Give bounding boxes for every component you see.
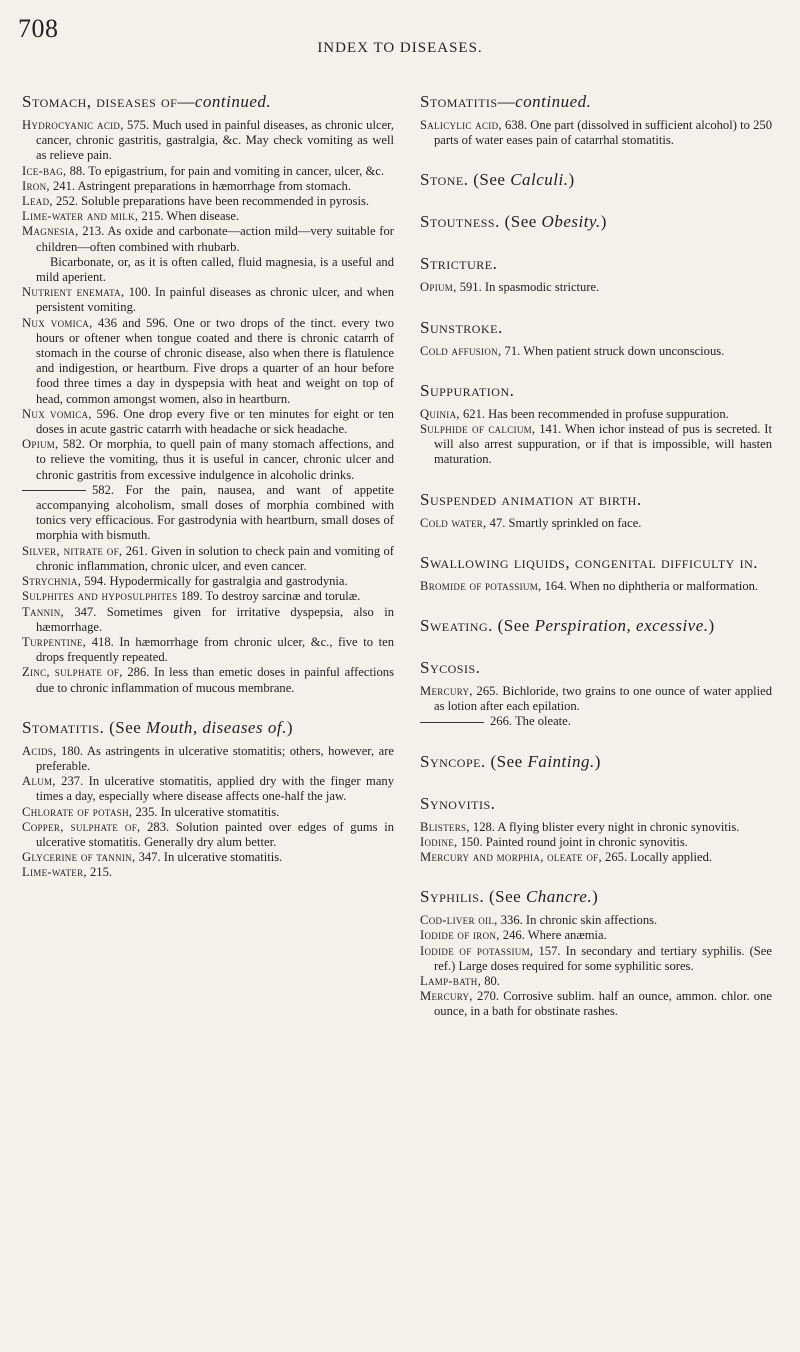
entry-remedy: Nux vomica,	[22, 406, 92, 421]
entry-text: Bicarbonate, or, as it is often called, fluid magnesia, is a useful and mild aperient.	[36, 254, 394, 285]
page-number: 708	[18, 14, 59, 43]
section-stomatitis-continued	[420, 92, 772, 148]
entry-remedy: Zinc, sulphate of,	[22, 665, 123, 680]
entry-remedy: Quinia,	[420, 406, 460, 421]
entry-remedy: Lime-water,	[22, 865, 87, 880]
index-entry	[22, 805, 394, 820]
section-heading	[420, 170, 772, 190]
see-reference: (See Chancre.)	[488, 887, 599, 907]
index-entry	[22, 194, 394, 209]
entry-text: 596. One drop every five or ten minutes for eight or ten doses in acute gastric catarrh with headache or sick headache.	[36, 406, 394, 437]
heading-text: Syphilis.	[420, 887, 485, 907]
running-head: INDEX TO DISEASES.	[317, 40, 483, 56]
entry-remedy: Turpentine,	[22, 634, 87, 649]
entry-remedy: Mercury,	[420, 989, 473, 1004]
heading-text: Synovitis.	[420, 793, 496, 813]
ditto-dash	[22, 490, 86, 491]
index-entry	[22, 544, 394, 574]
section-heading	[420, 318, 772, 338]
section-heading	[420, 92, 772, 112]
index-entry	[420, 974, 772, 989]
entry-remedy: Iodide of iron,	[420, 928, 500, 943]
index-entry	[22, 483, 394, 544]
entry-text: 235. In ulcerative stomatitis.	[132, 804, 280, 819]
entry-remedy: Sulphide of calcium,	[420, 422, 536, 437]
entry-remedy: Acids,	[22, 743, 57, 758]
entry-list	[420, 684, 772, 730]
index-entry	[22, 865, 394, 880]
entry-remedy: Strychnia,	[22, 574, 82, 589]
heading-continued: continued.	[515, 92, 592, 111]
heading-text: Stone.	[420, 170, 469, 190]
entry-remedy: Glycerine of tannin,	[22, 850, 136, 865]
section-sunstroke	[420, 318, 772, 359]
see-reference: (See Perspiration, excessive.)	[497, 616, 715, 636]
heading-text: Stomach, diseases of—	[22, 92, 195, 111]
section-syncope	[420, 752, 772, 772]
entry-text: 336. In chronic skin affections.	[497, 913, 658, 928]
entry-remedy: Lamp-bath,	[420, 974, 482, 989]
heading-text: Stricture.	[420, 254, 498, 274]
entry-remedy: Bromide of potassium,	[420, 578, 542, 593]
entry-remedy: Opium,	[22, 437, 59, 452]
ditto-dash	[420, 722, 484, 723]
index-entry	[420, 118, 772, 148]
entry-list	[22, 118, 394, 696]
index-entry	[420, 820, 772, 835]
entry-text: 71. When patient struck down unconscious.	[501, 343, 725, 358]
entry-text: 591. In spasmodic stricture.	[456, 280, 600, 295]
entry-remedy: Lead,	[22, 194, 53, 209]
entry-remedy: Nutrient enemata,	[22, 285, 125, 300]
heading-text: Stomatitis.	[22, 717, 105, 737]
section-heading	[420, 752, 772, 772]
index-entry	[22, 820, 394, 850]
section-suppuration	[420, 381, 772, 468]
heading-text: Swallowing liquids, congenital difficulty in.	[420, 552, 759, 572]
section-heading	[420, 553, 772, 573]
entry-text: 621. Has been recommended in profuse suppuration.	[459, 406, 729, 421]
entry-text: 436 and 596. One or two drops of the tinct. every two hours or oftener when tongue coated and there is chronic catarrh of stomach in the course of chronic disease, also when there is flatulence and indigestion, or heartburn. Five drops a quarter of an hour before food three times a day in dyspepsia with heat and weight on top of head, common amongst women, also in heartburn.	[36, 315, 394, 406]
entry-remedy: Magnesia,	[22, 224, 79, 239]
entry-text: 286. In less than emetic doses in painful affections due to chronic inflammation of mucous membrane.	[36, 665, 394, 695]
section-swallowing	[420, 553, 772, 594]
section-heading	[420, 212, 772, 232]
entry-list	[420, 579, 772, 594]
entry-remedy: Tannin,	[22, 604, 64, 619]
index-entry	[420, 684, 772, 714]
index-entry	[22, 179, 394, 194]
entry-text: 270. Corrosive sublim. half an ounce, ammon. chlor. one ounce, in a bath for obstinate rashes.	[434, 989, 772, 1019]
index-entry	[420, 422, 772, 468]
entry-list	[420, 118, 772, 148]
index-entry	[420, 579, 772, 594]
heading-text: Stoutness.	[420, 212, 500, 232]
entry-remedy: Mercury and morphia, oleate of,	[420, 850, 602, 865]
entry-remedy: Mercury,	[420, 684, 473, 699]
entry-text: 150. Painted round joint in chronic synovitis.	[457, 834, 688, 849]
section-heading	[22, 718, 394, 738]
entry-text: 347. Sometimes given for irritative dyspepsia, also in hæmorrhage.	[36, 604, 394, 634]
entry-text: 213. As oxide and carbonate—action mild—very suitable for children—often combined with rhubarb.	[36, 224, 394, 254]
heading-continued: continued.	[194, 92, 272, 111]
index-entry	[22, 285, 394, 315]
entry-text: 582. Or morphia, to quell pain of many stomach affections, and to relieve the vomiting, thus it is useful in cancer, chronic ulcer and chronic gastritis from excessive indulgence in alcoholic drinks.	[36, 437, 394, 482]
section-heading	[22, 92, 394, 112]
entry-text: 47. Smartly sprinkled on face.	[486, 515, 642, 530]
section-stone	[420, 170, 772, 190]
entry-text: 252. Soluble preparations have been recommended in pyrosis.	[52, 194, 370, 209]
section-heading	[420, 794, 772, 814]
section-stomatitis	[22, 718, 394, 881]
index-entry	[22, 255, 394, 285]
entry-text: 638. One part (dissolved in sufficient alcohol) to 250 parts of water eases pain of catarrhal stomatitis.	[434, 118, 772, 148]
entry-remedy: Iodine,	[420, 834, 458, 849]
entry-text: 261. Given in solution to check pain and vomiting of chronic inflammation, chronic ulcer, and even cancer.	[36, 543, 394, 573]
entry-remedy: Ice-bag,	[22, 163, 67, 178]
entry-remedy: Cod-liver oil,	[420, 913, 498, 928]
index-entry	[420, 344, 772, 359]
index-entry	[22, 437, 394, 483]
see-reference: (See Fainting.)	[490, 751, 601, 771]
entry-text: 283. Solution painted over edges of gums in ulcerative stomatitis. Generally dry alum better.	[36, 819, 394, 849]
entry-text: 237. In ulcerative stomatitis, applied dry with the finger many times a day, especially where disease affects one-half the jaw.	[36, 774, 394, 804]
index-entry	[420, 280, 772, 295]
heading-text: Stomatitis—	[420, 92, 516, 111]
index-entry	[420, 714, 772, 729]
index-entry	[22, 635, 394, 665]
entry-text: 582. For the pain, nausea, and want of appetite accompanying alcoholism, small doses of morphia combined with tonics very efficacious. For gastrodynia with heartburn, small doses of morphia with bismuth.	[36, 482, 394, 543]
section-stricture	[420, 254, 772, 295]
section-heading	[420, 381, 772, 401]
index-entry	[22, 224, 394, 254]
index-entry	[22, 589, 394, 604]
entry-remedy: Opium,	[420, 280, 457, 295]
see-reference: (See Mouth, diseases of.)	[109, 717, 293, 737]
entry-text: 266. The oleate.	[490, 714, 571, 729]
entry-list	[420, 280, 772, 295]
index-entry	[22, 574, 394, 589]
entry-remedy: Iron,	[22, 178, 50, 193]
index-entry	[22, 209, 394, 224]
heading-text: Suspended animation at birth.	[420, 489, 642, 509]
heading-text: Sycosis.	[420, 658, 481, 678]
index-entry	[22, 316, 394, 407]
entry-text: 265. Locally applied.	[601, 850, 713, 865]
index-entry	[420, 944, 772, 974]
index-entry	[22, 605, 394, 635]
entry-remedy: Hydrocyanic acid,	[22, 118, 124, 132]
entry-text: 575. Much used in painful diseases, as chronic ulcer, cancer, chronic gastritis, gastralgia, &c. May check vomiting as well as relieve pain.	[36, 118, 394, 163]
index-entry	[22, 407, 394, 437]
entry-list	[420, 820, 772, 866]
entry-remedy: Salicylic acid,	[420, 118, 502, 132]
entry-remedy: Iodide of potassium,	[420, 943, 534, 958]
entry-remedy: Cold water,	[420, 515, 487, 530]
entry-remedy: Chlorate of potash,	[22, 804, 133, 819]
section-synovitis	[420, 794, 772, 866]
entry-text: 157. In secondary and tertiary syphilis. (See ref.) Large doses required for some syphilitic sores.	[434, 943, 772, 973]
section-syphilis	[420, 887, 772, 1019]
entry-text: 128. A flying blister every night in chronic synovitis.	[469, 819, 740, 834]
section-sycosis	[420, 658, 772, 730]
entry-text: 594. Hypodermically for gastralgia and gastrodynia.	[81, 574, 348, 589]
index-entry	[420, 516, 772, 531]
entry-text: 215. When disease.	[138, 209, 240, 224]
entry-list	[420, 516, 772, 531]
entry-remedy: Sulphites and hyposulphites	[22, 589, 178, 604]
index-entry	[22, 774, 394, 804]
entry-list	[22, 744, 394, 881]
section-sweating	[420, 616, 772, 636]
index-entry	[22, 665, 394, 695]
entry-remedy: Silver, nitrate of,	[22, 543, 123, 558]
entry-text: 246. Where anæmia.	[499, 928, 607, 943]
index-entry	[420, 407, 772, 422]
entry-text: 241. Astringent preparations in hæmorrhage from stomach.	[49, 178, 351, 193]
entry-remedy: Cold affusion,	[420, 343, 502, 358]
index-entry	[22, 850, 394, 865]
index-entry	[420, 913, 772, 928]
entry-remedy: Lime-water and milk,	[22, 209, 139, 224]
entry-remedy: Copper, sulphate of,	[22, 819, 141, 834]
index-entry	[22, 164, 394, 179]
section-heading	[420, 254, 772, 274]
left-column	[22, 92, 394, 903]
entry-text: 418. In hæmorrhage from chronic ulcer, &c., five to ten drops frequently repeated.	[36, 634, 394, 665]
entry-text: 88. To epigastrium, for pain and vomiting in cancer, ulcer, &c.	[66, 163, 384, 178]
entry-remedy: Alum,	[22, 774, 56, 789]
see-reference: (See Obesity.)	[504, 212, 607, 232]
entry-text: 189. To destroy sarcinæ and torulæ.	[177, 589, 361, 604]
entry-text: 180. As astringents in ulcerative stomatitis; others, however, are preferable.	[36, 743, 394, 773]
entry-remedy: Blisters,	[420, 819, 470, 834]
index-entry	[420, 850, 772, 865]
index-entry	[420, 928, 772, 943]
right-column	[420, 92, 772, 1042]
section-suspended-animation	[420, 490, 772, 531]
index-entry	[420, 835, 772, 850]
entry-text: 164. When no diphtheria or malformation.	[541, 578, 759, 593]
entry-text: 141. When ichor instead of pus is secreted. It will also arrest suppuration, or if that is impossible, will hasten maturation.	[434, 422, 772, 467]
entry-text: 80.	[481, 974, 500, 989]
entry-list	[420, 913, 772, 1019]
heading-text: Sweating.	[420, 616, 493, 636]
heading-text: Sunstroke.	[420, 317, 503, 337]
index-entry	[22, 118, 394, 164]
section-heading	[420, 658, 772, 678]
heading-text: Syncope.	[420, 751, 486, 771]
entry-remedy: Nux vomica,	[22, 315, 93, 330]
index-entry	[420, 989, 772, 1019]
see-reference: (See Calculi.)	[473, 170, 575, 190]
heading-text: Suppuration.	[420, 380, 515, 400]
entry-list	[420, 407, 772, 468]
entry-text: 265. Bichloride, two grains to one ounce of water applied as lotion after each epilation.	[434, 684, 772, 714]
entry-list	[420, 344, 772, 359]
entry-text: 100. In painful diseases as chronic ulcer, and when persistent vomiting.	[36, 285, 394, 315]
section-heading	[420, 616, 772, 636]
section-stoutness	[420, 212, 772, 232]
section-heading	[420, 887, 772, 907]
section-heading	[420, 490, 772, 510]
entry-text: 215.	[86, 865, 113, 880]
entry-text: 347. In ulcerative stomatitis.	[135, 850, 283, 865]
section-stomach	[22, 92, 394, 696]
index-entry	[22, 744, 394, 774]
